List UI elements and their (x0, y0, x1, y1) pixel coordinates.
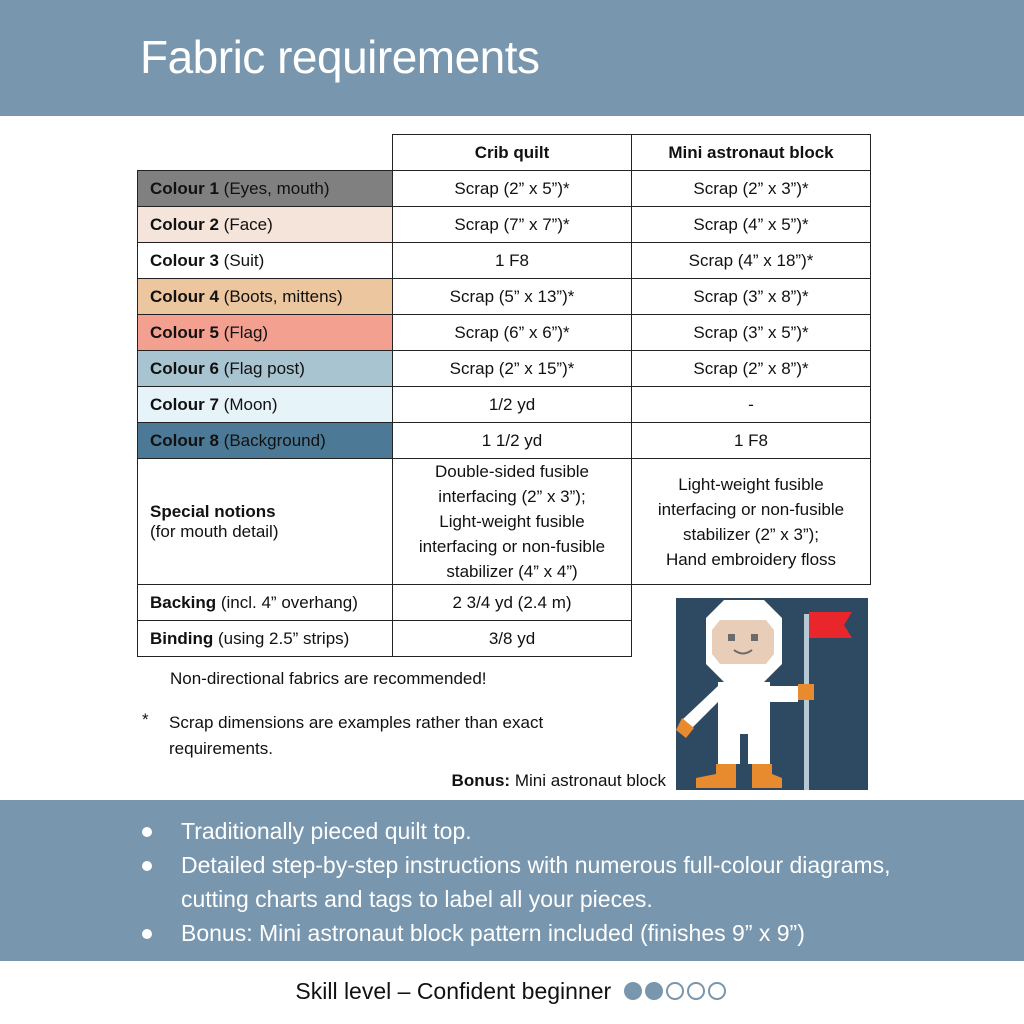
row-label-rest: (Boots, mittens) (218, 286, 343, 306)
cell-crib-quilt: Scrap (5” x 13”)* (393, 279, 632, 315)
notion-line: interfacing (2” x 3”); (438, 487, 586, 506)
table-row-colour-3 (138, 243, 871, 279)
bullet-icon (142, 861, 152, 871)
flag-post (804, 614, 809, 790)
face (712, 620, 774, 664)
bonus-caption (452, 771, 666, 791)
row-label-colour-8 (138, 423, 393, 459)
cell-crib-quilt: Scrap (7” x 7”)* (393, 207, 632, 243)
row-label-bold: Colour 2 (150, 214, 219, 234)
cell-crib-quilt: 1 F8 (393, 243, 632, 279)
row-label-rest: (Face) (218, 214, 273, 234)
right-mitten (798, 684, 814, 700)
table-row-special-notions (138, 459, 871, 585)
row-label-rest: (using 2.5” strips) (213, 628, 350, 648)
row-label-colour-4 (138, 279, 393, 315)
table-row-colour-4 (138, 279, 871, 315)
row-label-bold: Binding (150, 628, 214, 648)
footnote-marker: * (142, 710, 149, 729)
row-label-backing (138, 585, 393, 621)
row-label-bold: Colour 6 (150, 358, 219, 378)
feature-text: Detailed step-by-step instructions with numerous full-colour diagrams, cutting charts and tags to label all your pieces. (181, 852, 891, 912)
notion-line: Light-weight fusible (439, 512, 585, 531)
row-label-colour-3 (138, 243, 393, 279)
notion-line: stabilizer (4” x 4”) (446, 562, 578, 581)
cell-notions-mini (632, 459, 871, 585)
caption-bold: Bonus: (451, 771, 511, 790)
cell-backing-crib: 2 3/4 yd (2.4 m) (393, 585, 632, 621)
notion-line: Hand embroidery floss (665, 549, 837, 569)
features-panel (0, 800, 1024, 961)
skill-dot-empty (687, 982, 705, 1000)
row-label-bold: Backing (150, 592, 217, 612)
astronaut-block-image (676, 598, 868, 790)
notion-line: Double-sided fusible (434, 462, 590, 481)
right-arm (770, 686, 798, 702)
cell-notions-crib (393, 459, 632, 585)
notion-line: interfacing or non-fusible (418, 537, 606, 556)
row-label-colour-7 (138, 387, 393, 423)
feature-text: Traditionally pieced quilt top. (181, 818, 472, 844)
left-eye (728, 634, 735, 641)
table-row-colour-5 (138, 315, 871, 351)
cell-binding-crib: 3/8 yd (393, 621, 632, 657)
footnote-text: Scrap dimensions are examples rather than exact requirements. (169, 713, 544, 758)
page-title: Fabric requirements (140, 31, 540, 83)
notion-line: interfacing or non-fusible (657, 499, 845, 519)
row-label-rest: (Moon) (218, 394, 278, 414)
feature-item (140, 916, 900, 950)
notion-line: Light-weight fusible (678, 474, 824, 494)
row-label-rest: (Flag post) (218, 358, 305, 378)
table-row-colour-8 (138, 423, 871, 459)
skill-dot-empty (708, 982, 726, 1000)
right-eye (751, 634, 758, 641)
caption-rest: Mini astronaut block (510, 771, 666, 790)
column-header-crib-quilt: Crib quilt (393, 135, 632, 171)
skill-level-label: Skill level – Confident beginner (295, 978, 612, 1004)
cell-crib-quilt: Scrap (2” x 15”)* (393, 351, 632, 387)
row-label-sub: (for mouth detail) (150, 521, 279, 541)
cell-mini-block: Scrap (3” x 8”)* (632, 279, 871, 315)
cell-mini-block: Scrap (2” x 3”)* (632, 171, 871, 207)
feature-item (140, 848, 900, 916)
cell-mini-block: Scrap (2” x 8”)* (632, 351, 871, 387)
cell-crib-quilt: Scrap (6” x 6”)* (393, 315, 632, 351)
table-row-colour-6 (138, 351, 871, 387)
cell-mini-block: Scrap (3” x 5”)* (632, 315, 871, 351)
row-label-bold: Colour 4 (150, 286, 219, 306)
cell-mini-block: Scrap (4” x 5”)* (632, 207, 871, 243)
row-label-special-notions (138, 459, 393, 585)
recommendation-note: Non-directional fabrics are recommended! (170, 669, 487, 688)
bullet-icon (142, 929, 152, 939)
feature-text: Bonus: Mini astronaut block pattern included (finishes 9” x 9”) (181, 920, 805, 946)
feature-item (140, 814, 900, 848)
leg-gap (740, 734, 748, 764)
fabric-requirements-table (137, 134, 871, 657)
row-label-bold: Colour 7 (150, 394, 219, 414)
skill-dot-empty (666, 982, 684, 1000)
skill-level (0, 978, 1024, 1006)
row-label-rest: (Flag) (218, 322, 269, 342)
table-row-colour-7 (138, 387, 871, 423)
table-row-colour-1 (138, 171, 871, 207)
row-label-binding (138, 621, 393, 657)
skill-dot-filled (624, 982, 642, 1000)
row-label-bold: Colour 3 (150, 250, 219, 270)
table-corner (138, 135, 393, 171)
header-banner (0, 0, 1024, 116)
cell-crib-quilt: Scrap (2” x 5”)* (393, 171, 632, 207)
cell-mini-block: Scrap (4” x 18”)* (632, 243, 871, 279)
cell-mini-block: 1 F8 (632, 423, 871, 459)
skill-dot-filled (645, 982, 663, 1000)
row-label-rest: (Eyes, mouth) (218, 178, 330, 198)
row-label-colour-6 (138, 351, 393, 387)
skill-level-indicator (624, 979, 729, 1006)
row-label-rest: (incl. 4” overhang) (216, 592, 358, 612)
row-label-rest: (Suit) (218, 250, 265, 270)
row-label-bold: Special notions (150, 501, 276, 521)
column-header-mini-block: Mini astronaut block (632, 135, 871, 171)
cell-mini-block: - (632, 387, 871, 423)
row-label-colour-5 (138, 315, 393, 351)
cell-crib-quilt: 1 1/2 yd (393, 423, 632, 459)
cell-crib-quilt: 1/2 yd (393, 387, 632, 423)
row-label-rest: (Background) (218, 430, 326, 450)
row-label-bold: Colour 5 (150, 322, 219, 342)
row-label-colour-2 (138, 207, 393, 243)
features-list (140, 814, 900, 950)
row-label-bold: Colour 8 (150, 430, 219, 450)
notion-line: stabilizer (2” x 3”); (682, 524, 820, 544)
row-label-colour-1 (138, 171, 393, 207)
bullet-icon (142, 827, 152, 837)
table-row-colour-2 (138, 207, 871, 243)
table-header-row (138, 135, 871, 171)
row-label-bold: Colour 1 (150, 178, 219, 198)
